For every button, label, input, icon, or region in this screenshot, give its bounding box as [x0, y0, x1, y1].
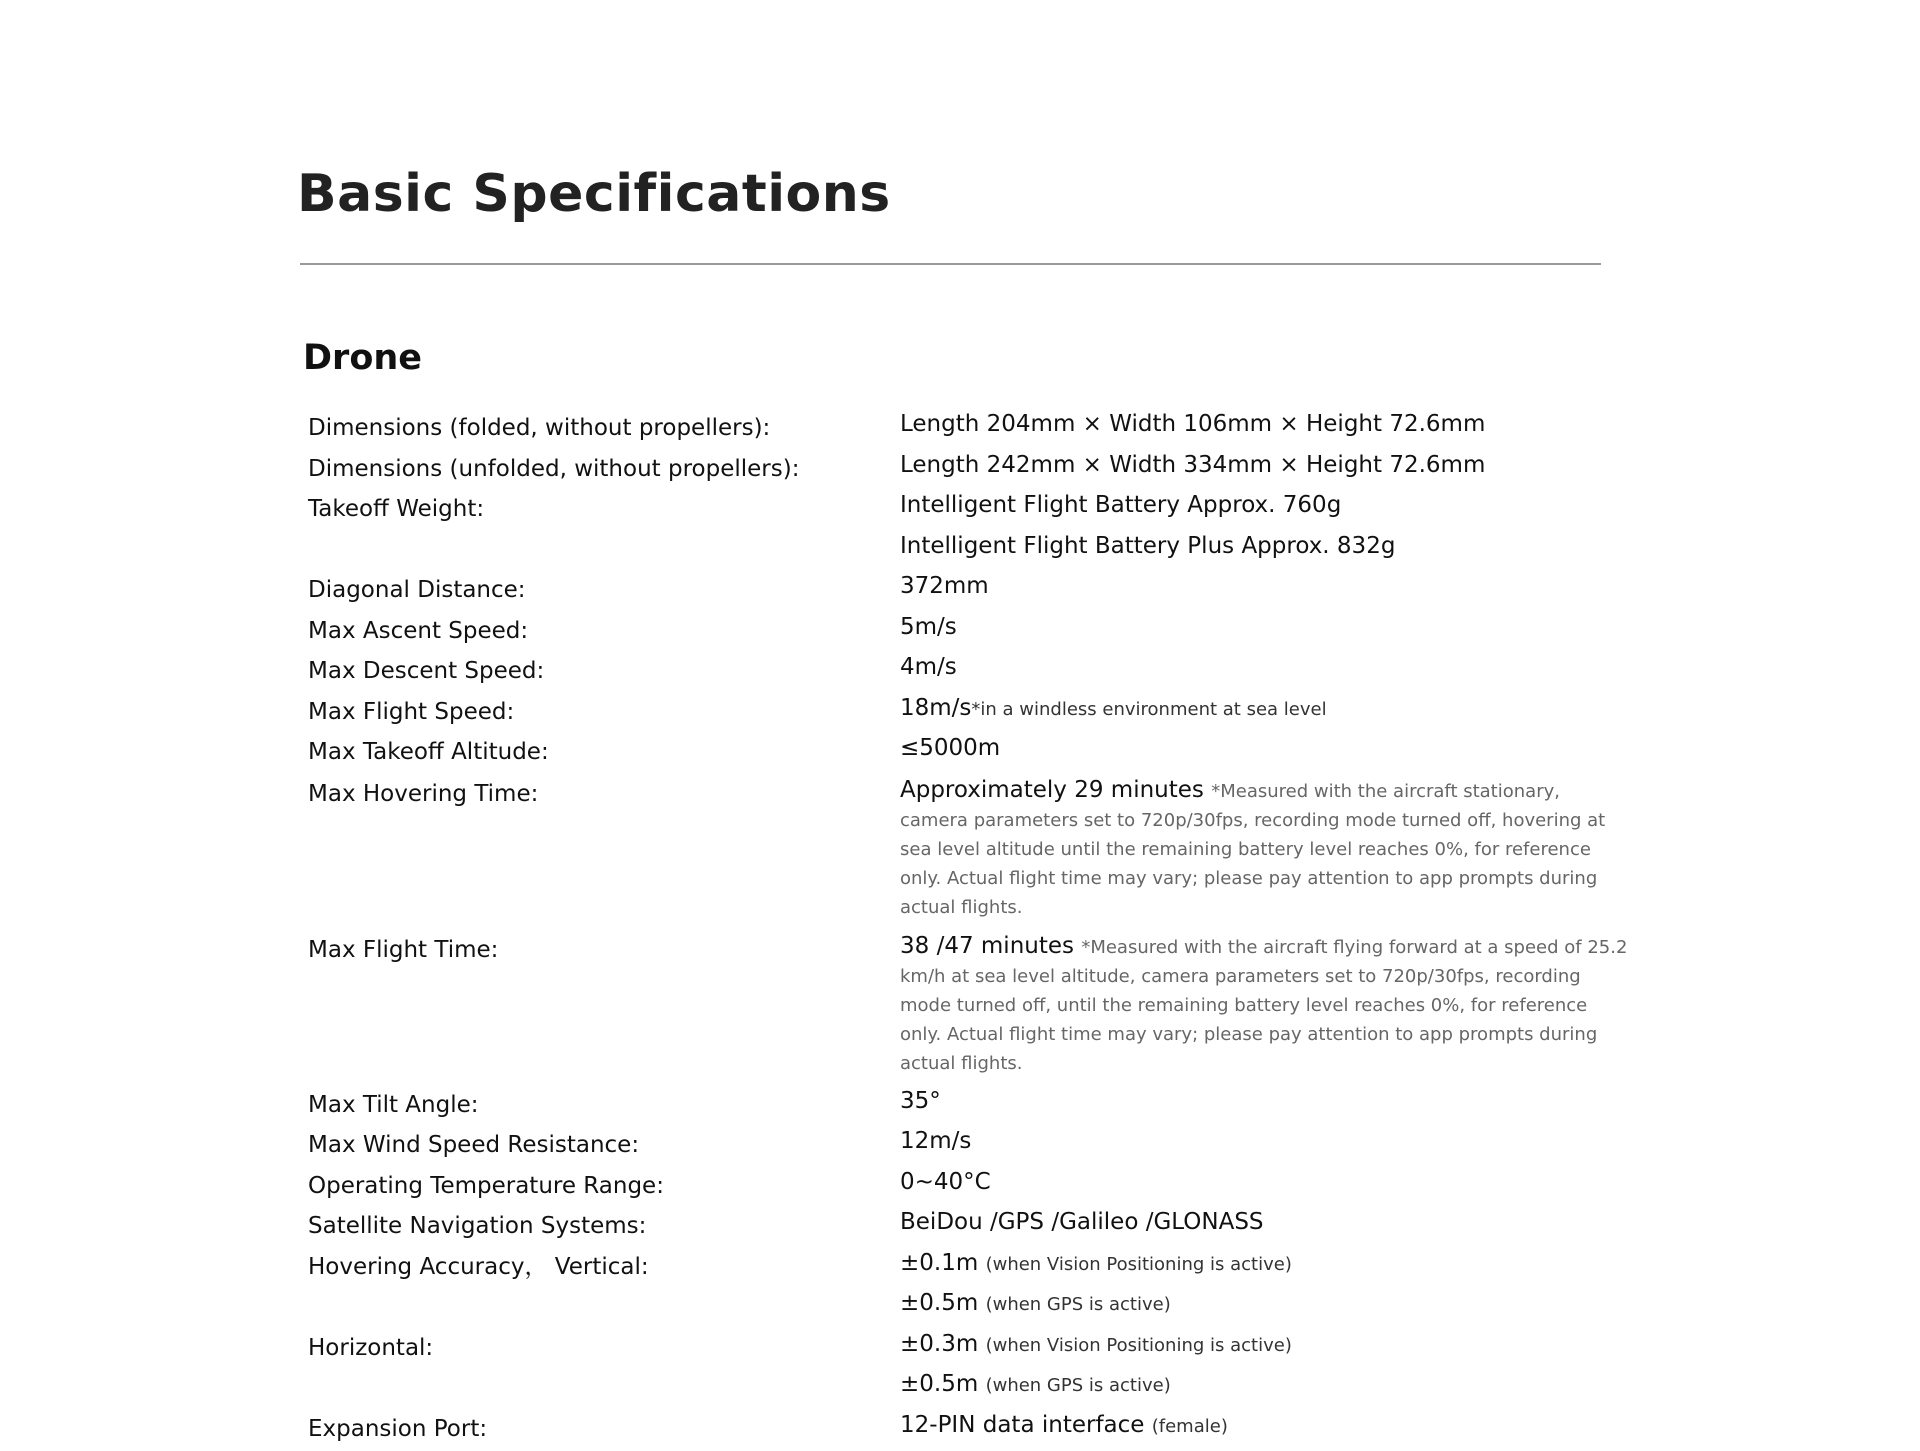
spec-note: (when GPS is active) — [986, 1294, 1171, 1315]
spec-value-text: 4m/s — [900, 654, 957, 680]
spec-label: Max Hovering Time: — [308, 776, 900, 809]
spec-label — [308, 532, 900, 536]
spec-label: Takeoff Weight: — [308, 491, 900, 524]
spec-row — [308, 1411, 1628, 1451]
spec-row — [308, 931, 1628, 1087]
spec-label: Max Takeoff Altitude: — [308, 734, 900, 767]
section-title-drone: Drone — [303, 336, 422, 380]
spec-row — [308, 1127, 1628, 1168]
spec-value-text: Intelligent Flight Battery Approx. 760g — [900, 492, 1341, 518]
spec-label: Diagonal Distance: — [308, 572, 900, 605]
spec-note: *in a windless environment at sea level — [971, 699, 1326, 720]
spec-value — [900, 613, 1628, 642]
spec-label: Expansion Port: — [308, 1411, 900, 1444]
spec-value — [900, 491, 1628, 520]
spec-row — [308, 775, 1628, 931]
spec-value-text: 12-PIN data interface — [900, 1412, 1144, 1438]
spec-note: (when Vision Positioning is active) — [986, 1335, 1292, 1356]
spec-row — [308, 491, 1628, 532]
spec-row — [308, 410, 1628, 451]
spec-value-text: Approximately 29 minutes — [900, 777, 1204, 803]
spec-label: Max Tilt Angle: — [308, 1087, 900, 1120]
spec-label: Max Flight Time: — [308, 932, 900, 965]
spec-row — [308, 1289, 1628, 1330]
title-divider — [300, 263, 1601, 265]
spec-value — [900, 532, 1628, 561]
spec-label: Max Descent Speed: — [308, 653, 900, 686]
spec-label: Dimensions (folded, without propellers): — [308, 410, 900, 443]
spec-label: Operating Temperature Range: — [308, 1168, 900, 1201]
spec-value — [900, 410, 1628, 439]
spec-value-text: 5m/s — [900, 614, 957, 640]
spec-value — [900, 1127, 1628, 1156]
page-title: Basic Specifications — [297, 162, 891, 226]
spec-label — [308, 1289, 900, 1293]
spec-value-text: 372mm — [900, 573, 989, 599]
spec-row — [308, 451, 1628, 492]
spec-label: Max Wind Speed Resistance: — [308, 1127, 900, 1160]
spec-label: Horizontal: — [308, 1330, 900, 1363]
spec-value-text: ±0.5m — [900, 1371, 978, 1397]
spec-value-text: Length 242mm × Width 334mm × Height 72.6mm — [900, 452, 1485, 478]
spec-label: Dimensions (unfolded, without propellers): — [308, 451, 900, 484]
spec-row — [308, 1208, 1628, 1249]
spec-row — [308, 653, 1628, 694]
spec-table — [308, 410, 1628, 1451]
spec-row — [308, 1370, 1628, 1411]
spec-label — [308, 1370, 900, 1374]
spec-value — [900, 1087, 1628, 1116]
spec-note: (when GPS is active) — [986, 1375, 1171, 1396]
spec-value-text: ±0.1m — [900, 1250, 978, 1276]
spec-value — [900, 451, 1628, 480]
spec-value — [900, 1411, 1628, 1441]
spec-value — [900, 572, 1628, 601]
spec-row — [308, 1249, 1628, 1290]
spec-row — [308, 1168, 1628, 1209]
spec-row — [308, 532, 1628, 573]
spec-value — [900, 694, 1628, 724]
spec-note: (when Vision Positioning is active) — [986, 1254, 1292, 1275]
spec-value — [900, 776, 1628, 921]
spec-row — [308, 1330, 1628, 1371]
spec-note: *Measured with the aircraft flying forward at a speed of 25.2 km/h at sea level altitude, camera parameters set to 720p/30fps, recording mode turned off, until the remaining battery level reaches 0%, for reference only. Actual flight time may vary; please pay attention to app prompts during actual flights. — [900, 937, 1627, 1074]
spec-value-text: ±0.3m — [900, 1331, 978, 1357]
spec-value — [900, 1249, 1628, 1279]
spec-value-text: 18m/s — [900, 695, 971, 721]
spec-value-text: BeiDou /GPS /Galileo /GLONASS — [900, 1209, 1264, 1235]
spec-value-text: ±0.5m — [900, 1290, 978, 1316]
spec-label: Satellite Navigation Systems: — [308, 1208, 900, 1241]
spec-label: Max Flight Speed: — [308, 694, 900, 727]
spec-value-text: Intelligent Flight Battery Plus Approx. 832g — [900, 533, 1395, 559]
spec-value — [900, 734, 1628, 763]
spec-value — [900, 1168, 1628, 1197]
spec-value — [900, 1208, 1628, 1237]
spec-value-text: 0~40°C — [900, 1169, 991, 1195]
spec-value — [900, 1370, 1628, 1400]
spec-value-text: 38 /47 minutes — [900, 933, 1074, 959]
spec-note: *Measured with the aircraft stationary, camera parameters set to 720p/30fps, recording mode turned off, hovering at sea level altitude until the remaining battery level reaches 0%, for reference only. Actual flight time may vary; please pay attention to app prompts during actual flights. — [900, 781, 1605, 918]
spec-row — [308, 734, 1628, 775]
spec-value-text: ≤5000m — [900, 735, 1000, 761]
spec-value — [900, 1289, 1628, 1319]
spec-value — [900, 653, 1628, 682]
spec-note: (female) — [1152, 1416, 1228, 1437]
spec-value — [900, 932, 1628, 1077]
spec-label: Hovering Accuracy， Vertical: — [308, 1249, 900, 1282]
spec-row — [308, 694, 1628, 735]
spec-row — [308, 572, 1628, 613]
spec-row — [308, 613, 1628, 654]
spec-value-text: 12m/s — [900, 1128, 971, 1154]
spec-value — [900, 1330, 1628, 1360]
spec-label: Max Ascent Speed: — [308, 613, 900, 646]
spec-value-text: 35° — [900, 1088, 941, 1114]
spec-row — [308, 1087, 1628, 1128]
spec-value-text: Length 204mm × Width 106mm × Height 72.6mm — [900, 411, 1485, 437]
